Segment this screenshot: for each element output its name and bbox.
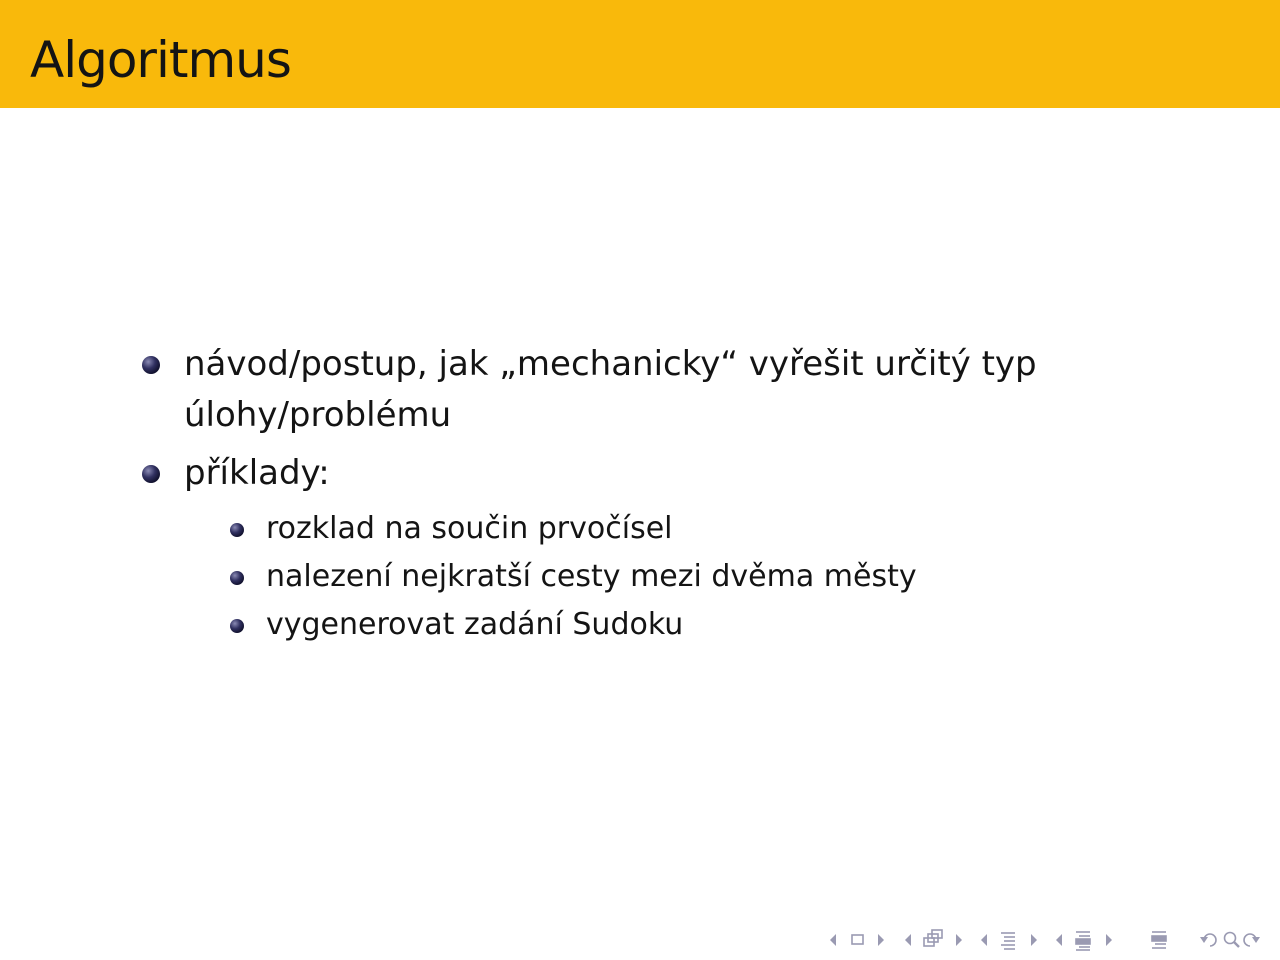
redo-icon[interactable] bbox=[1244, 934, 1260, 946]
subsection-icon[interactable] bbox=[924, 930, 942, 946]
subsection-forward-icon[interactable] bbox=[956, 934, 962, 946]
sub-list-item: vygenerovat zadání Sudoku bbox=[266, 607, 684, 642]
document-back-icon[interactable] bbox=[1056, 934, 1062, 946]
document-forward-icon[interactable] bbox=[1106, 934, 1112, 946]
navigation-symbols bbox=[826, 928, 1270, 952]
section-back-icon[interactable] bbox=[981, 934, 987, 946]
frame-icon[interactable] bbox=[852, 935, 863, 944]
search-icon[interactable] bbox=[1225, 933, 1240, 948]
undo-icon[interactable] bbox=[1200, 934, 1216, 946]
bullet-icon bbox=[142, 465, 160, 483]
sub-bullet-icon bbox=[230, 571, 244, 585]
sub-bullet-icon bbox=[230, 523, 244, 537]
frame-back-icon[interactable] bbox=[830, 934, 836, 946]
subsection-back-icon[interactable] bbox=[905, 934, 911, 946]
appendix-icon[interactable] bbox=[1152, 932, 1166, 948]
sub-list-item: rozklad na součin prvočísel bbox=[266, 511, 673, 546]
bullet-icon bbox=[142, 356, 160, 374]
section-forward-icon[interactable] bbox=[1031, 934, 1037, 946]
navigation-bar bbox=[826, 928, 1270, 952]
list-item: návod/postup, jak „mechanicky“ vyřešit určitý typ bbox=[184, 344, 1037, 384]
section-icon[interactable] bbox=[1001, 933, 1015, 949]
list-item-continuation: úlohy/problému bbox=[184, 395, 452, 435]
slide-title: Algoritmus bbox=[30, 31, 291, 89]
sub-bullet-icon bbox=[230, 619, 244, 633]
list-item: příklady: bbox=[184, 453, 330, 493]
document-icon[interactable] bbox=[1076, 932, 1090, 950]
frame-forward-icon[interactable] bbox=[878, 934, 884, 946]
sub-list-item: nalezení nejkratší cesty mezi dvěma městy bbox=[266, 559, 917, 594]
